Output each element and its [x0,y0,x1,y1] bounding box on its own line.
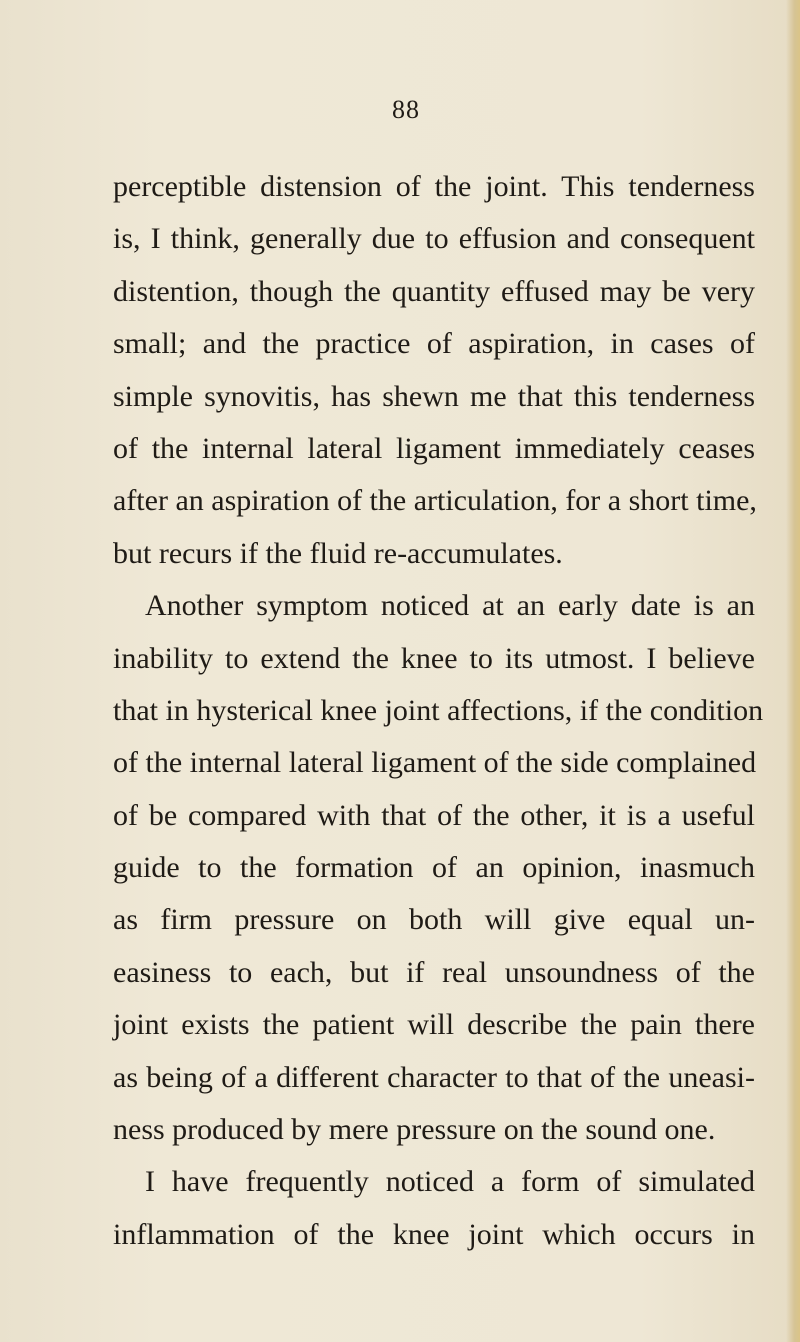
page-number: 88 [392,95,420,124]
text-line: is, I think, generally due to effusion and consequent [113,222,755,256]
text-line: I have frequently noticed a form of simulated [145,1165,755,1199]
body-text [113,161,764,1261]
text-line: inability to extend the knee to its utmost. I believe [113,641,755,675]
text-line: guide to the formation of an opinion, inasmuch [113,851,755,885]
text-line: inflammation of the knee joint which occurs in [113,1217,755,1251]
text-line: small; and the practice of aspiration, in cases of [113,327,755,361]
text-line: of the internal lateral ligament of the side complained [113,746,757,780]
text-line: but recurs if the fluid re-accumulates. [113,536,563,570]
text-line: Another symptom noticed at an early date is an [145,589,755,623]
text-line: perceptible distension of the joint. This tenderness [113,170,755,203]
text-line: of be compared with that of the other, it is a useful [113,798,755,832]
text-line: easiness to each, but if real unsoundness of the [113,955,755,989]
text-line: of the internal lateral ligament immediately ceases [113,431,755,465]
text-line: joint exists the patient will describe the pain there [113,1008,755,1042]
page-edge [786,0,800,1342]
text-line: that in hysterical knee joint affections, if the condition [113,693,764,727]
text-line: distention, though the quantity effused may be very [113,274,755,308]
text-line: as firm pressure on both will give equal un- [113,903,755,937]
text-line: after an aspiration of the articulation, for a short time, [113,484,757,518]
text-line: ness produced by mere pressure on the sound one. [113,1113,716,1147]
text-line: as being of a different character to that of the uneasi- [113,1060,755,1094]
text-line: simple synovitis, has shewn me that this tenderness [113,379,755,413]
